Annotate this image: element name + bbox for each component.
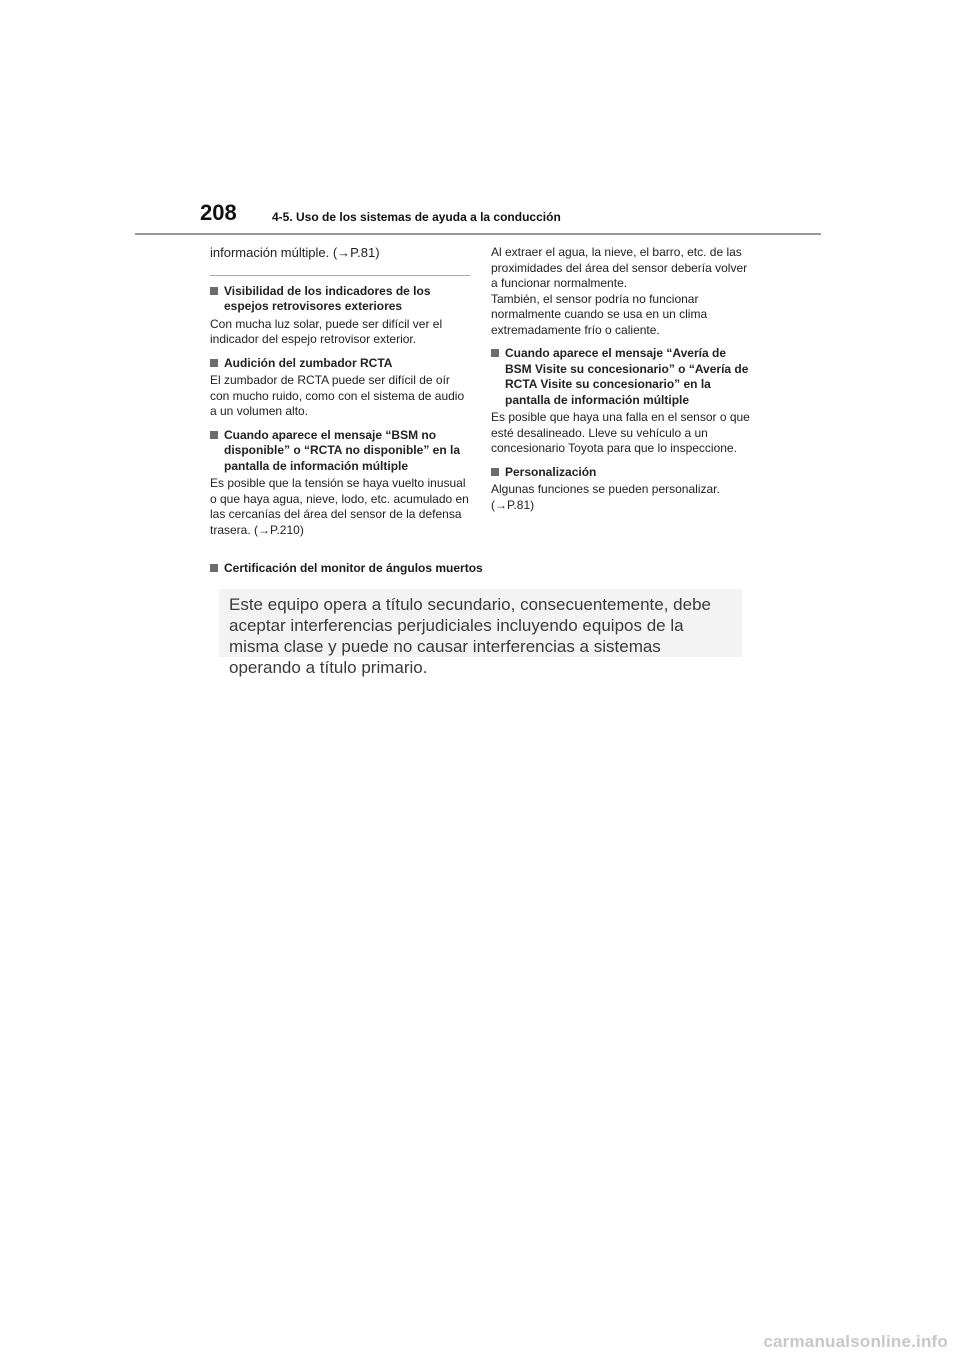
certification-notice: Este equipo opera a título secundario, consecuentemente, debe aceptar interferencias perjudiciales incluyendo equipos de la misma clase y puede no causar interferencias a sistemas operando a título primario. xyxy=(219,589,742,657)
lead-text: información múltiple. (→P.81) xyxy=(210,245,380,260)
square-bullet-icon xyxy=(491,468,499,476)
para-unavailable-message: Es posible que la tensión se haya vuelto inusual o que haya agua, nieve, lodo, etc. acumulado en las cercanías del área del sensor de la defensa trasera. (→P.210) xyxy=(210,476,469,537)
section-divider xyxy=(210,275,470,276)
square-bullet-icon xyxy=(491,349,499,357)
watermark: carmanualsonline.info xyxy=(763,1332,948,1351)
heading-unavailable-message: Cuando aparece el mensaje “BSM no disponible” o “RCTA no disponible” en la pantalla de información múltiple xyxy=(210,428,470,475)
para-customization: Algunas funciones se pueden personalizar. (→P.81) xyxy=(491,482,720,512)
header-rule xyxy=(135,233,821,235)
square-bullet-icon xyxy=(210,287,218,295)
heading-certification: Certificación del monitor de ángulos muertos xyxy=(210,561,483,575)
para-clean-sensor: Al extraer el agua, la nieve, el barro, etc. de las proximidades del área del sensor debería volver a funcionar normalmente. xyxy=(491,245,748,290)
section-title: 4-5. Uso de los sistemas de ayuda a la conducción xyxy=(272,210,561,224)
para-rcta-buzzer: El zumbador de RCTA puede ser difícil de oír con mucho ruido, como con el sistema de audio a un volumen alto. xyxy=(210,373,465,418)
page-header xyxy=(200,200,820,234)
heading-malfunction-message: Cuando aparece el mensaje “Avería de BSM Visite su concesionario” o “Avería de RCTA Visite su concesionario” en la pantalla de información múltiple xyxy=(491,346,753,408)
para-malfunction-message: Es posible que haya una falla en el sensor o que esté desalineado. Lleve su vehículo a un concesionario Toyota para que lo inspeccione. xyxy=(491,410,750,455)
square-bullet-icon xyxy=(210,431,218,439)
heading-customization: Personalización xyxy=(491,465,753,481)
left-column xyxy=(210,245,470,546)
page-number: 208 xyxy=(200,200,237,225)
heading-rcta-buzzer: Audición del zumbador RCTA xyxy=(210,356,470,372)
right-column xyxy=(491,245,753,521)
para-visibility: Con mucha luz solar, puede ser difícil ver el indicador del espejo retrovisor exterior. xyxy=(210,316,443,346)
square-bullet-icon xyxy=(210,564,218,572)
heading-visibility: Visibilidad de los indicadores de los espejos retrovisores exteriores xyxy=(210,284,470,315)
para-weather: También, el sensor podría no funcionar normalmente cuando se usa en un clima extremadamente frío o caliente. xyxy=(491,291,708,337)
square-bullet-icon xyxy=(210,359,218,367)
